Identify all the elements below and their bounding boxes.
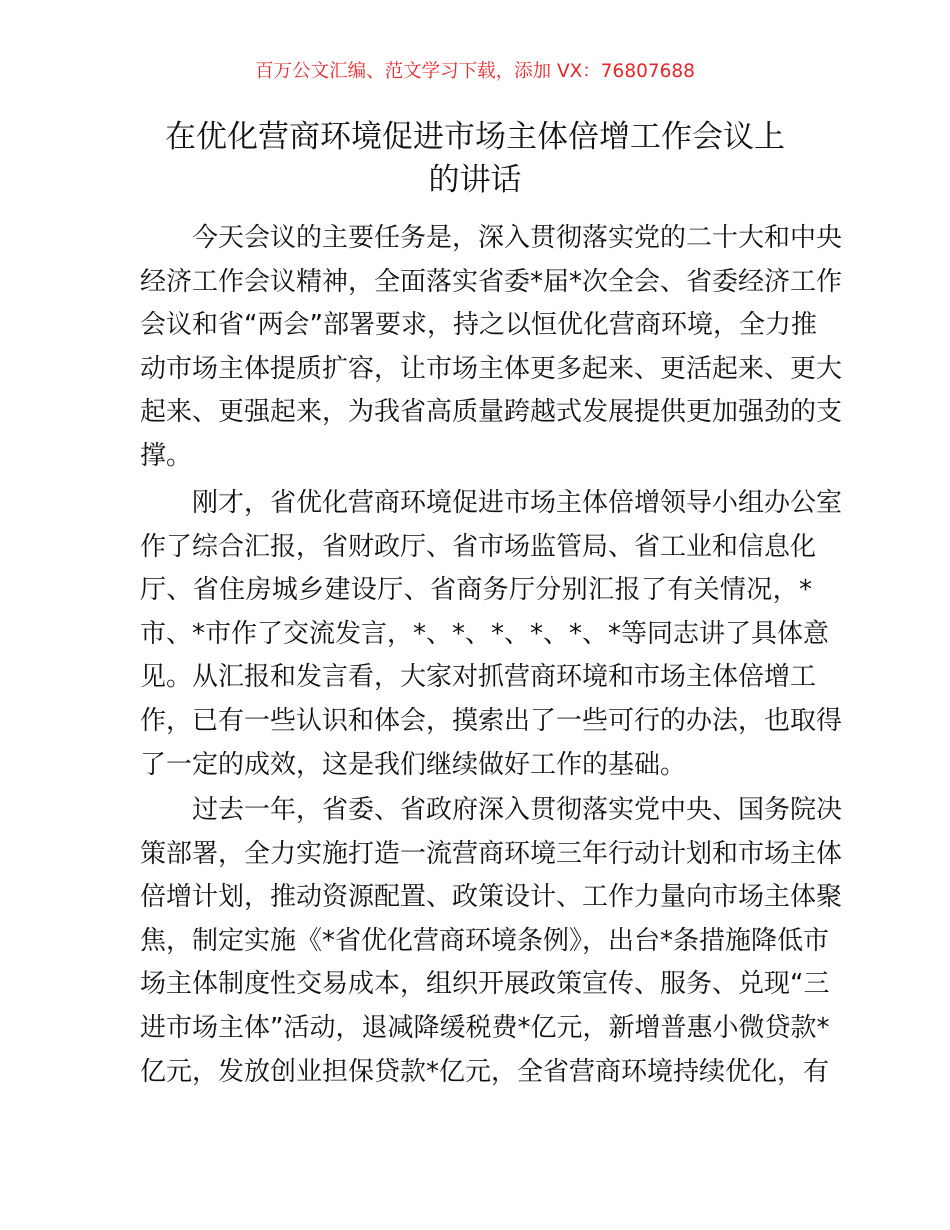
paragraph-2-line: 厅、省住房城乡建设厅、省商务厅分别汇报了有关情况，*	[140, 575, 812, 606]
paragraph-2-line: 刚才，省优化营商环境促进市场主体倍增领导小组办公室	[192, 488, 843, 518]
paragraph-3-line: 进市场主体”活动，退减降缓税费*亿元，新增普惠小微贷款*	[140, 1013, 830, 1043]
paragraph-2-line: 作了综合汇报，省财政厅、省市场监管局、省工业和信息化	[140, 531, 817, 562]
paragraph-1-line: 动市场主体提质扩容，让市场主体更多起来、更活起来、更大	[140, 353, 843, 384]
paragraph-1-line: 今天会议的主要任务是，深入贯彻落实党的二十大和中央	[192, 223, 843, 253]
paragraph-1-line: 撑。	[140, 441, 193, 471]
paragraph-3-line: 焦，制定实施《*省优化营商环境条例》，出台*条措施降低市	[140, 925, 830, 956]
paragraph-2-line: 市、*市作了交流发言，*、*、*、*、*、*等同志讲了具体意	[140, 618, 830, 649]
paragraph-1-line: 会议和省“两会”部署要求，持之以恒优化营商环境，全力推	[140, 310, 817, 341]
paragraph-1-line: 起来、更强起来，为我省高质量跨越式发展提供更加强劲的支	[140, 397, 843, 428]
paragraph-1-line: 经济工作会议精神，全面落实省委*届*次全会、省委经济工作	[140, 266, 843, 297]
paragraph-3-line: 亿元，发放创业担保贷款*亿元，全省营商环境持续优化，有	[140, 1056, 830, 1087]
paragraph-3-line: 过去一年，省委、省政府深入贯彻落实党中央、国务院决	[192, 795, 843, 825]
page-title-line-2: 的讲话	[428, 162, 522, 198]
paragraph-2-line: 了一定的成效，这是我们继续做好工作的基础。	[140, 749, 687, 780]
download-notice: 百万公文汇编、范文学习下载，添加 VX：76807688	[255, 61, 695, 82]
paragraph-3-line: 场主体制度性交易成本，组织开展政策宣传、服务、兑现“三	[140, 969, 830, 1000]
paragraph-2-line: 作，已有一些认识和体会，摸索出了一些可行的办法，也取得	[140, 706, 843, 736]
page-title-line-1: 在优化营商环境促进市场主体倍增工作会议上	[165, 119, 785, 155]
paragraph-3-line: 策部署，全力实施打造一流营商环境三年行动计划和市场主体	[140, 838, 843, 869]
paragraph-3-line: 倍增计划，推动资源配置、政策设计、工作力量向市场主体聚	[140, 882, 843, 913]
paragraph-2-line: 见。从汇报和发言看，大家对抓营商环境和市场主体倍增工	[140, 662, 817, 693]
